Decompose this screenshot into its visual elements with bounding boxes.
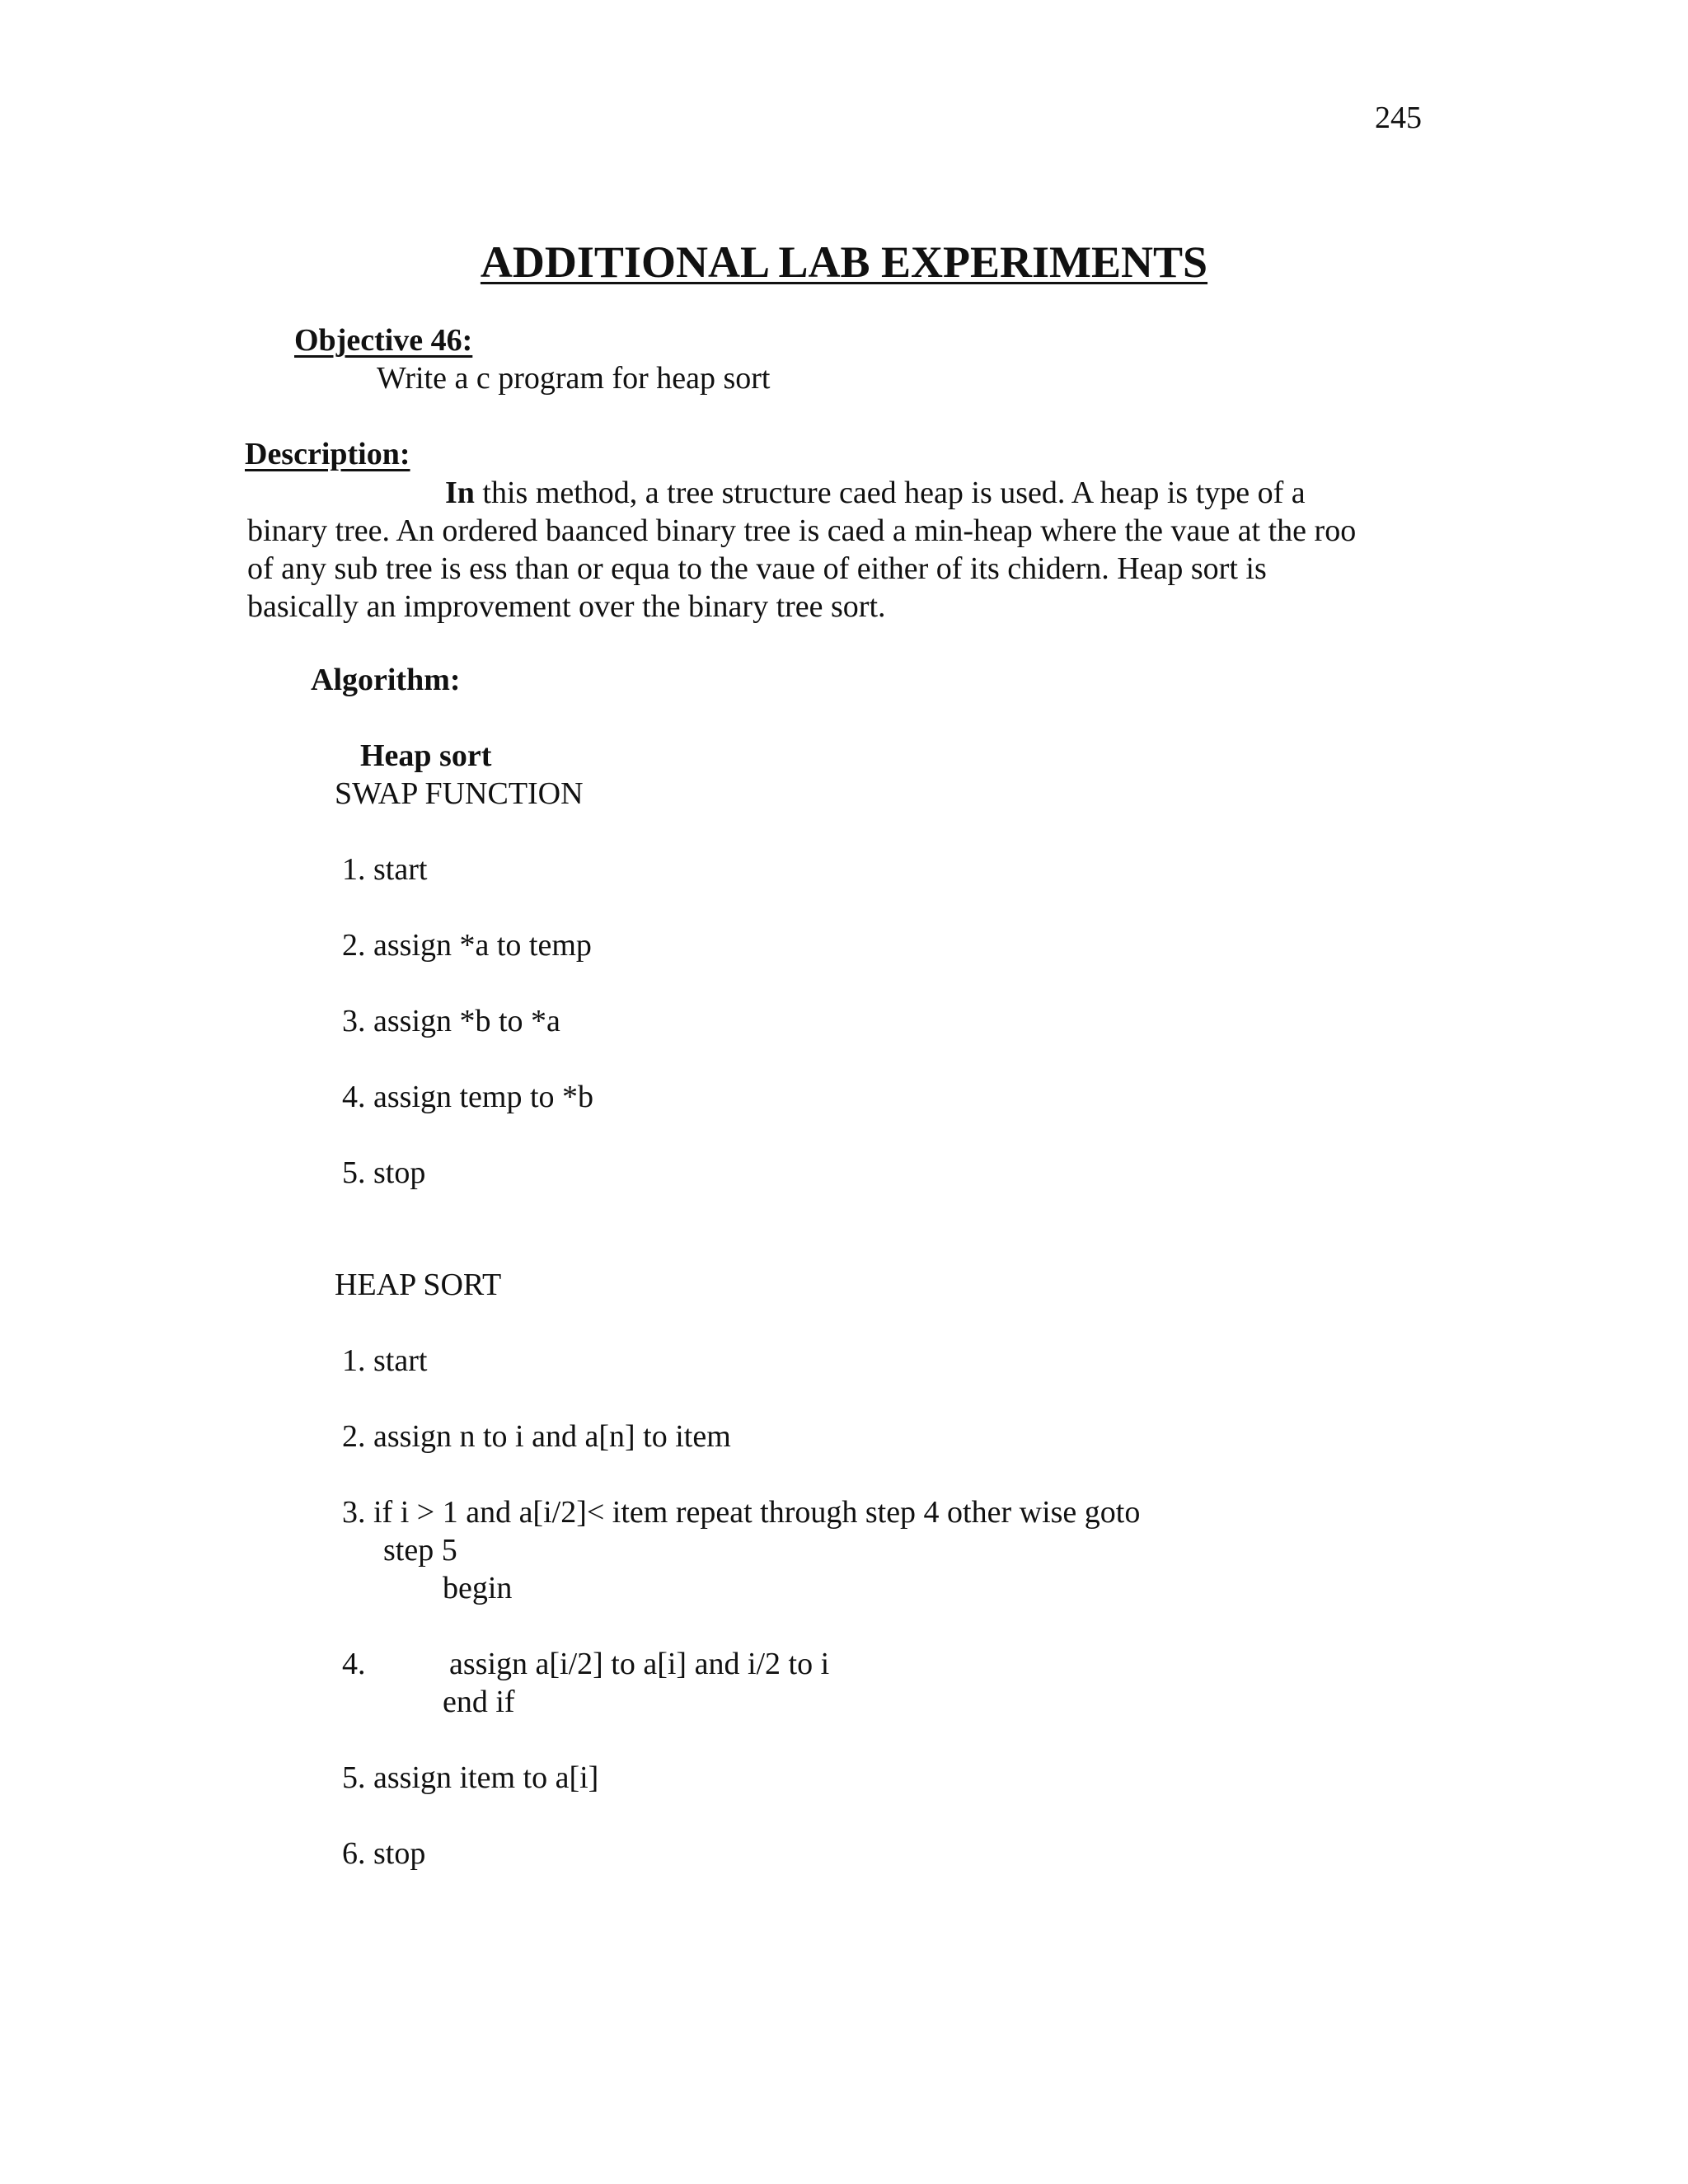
swap-step: 2. assign *a to temp: [342, 928, 592, 963]
page-number: 245: [1375, 101, 1422, 135]
heap-step-number: 4.: [342, 1647, 366, 1681]
heap-step: assign a[i/2] to a[i] and i/2 to i: [449, 1647, 830, 1681]
heap-end-if: end if: [443, 1685, 515, 1719]
objective-text: Write a c program for heap sort: [377, 361, 771, 396]
heap-step: 1. start: [342, 1343, 428, 1378]
description-paragraph: [247, 474, 1434, 626]
description-line: In this method, a tree structure caed heap is used. A heap is type of a: [445, 476, 1306, 510]
heap-step: 2. assign n to i and a[n] to item: [342, 1419, 731, 1454]
heap-step: 5. assign item to a[i]: [342, 1760, 599, 1795]
swap-step: 4. assign temp to *b: [342, 1080, 594, 1114]
objective-label: Objective 46:: [294, 323, 473, 358]
page-title: ADDITIONAL LAB EXPERIMENTS: [480, 237, 1208, 287]
description-lead: In: [445, 476, 475, 510]
description-line: of any sub tree is ess than or equa to the vaue of either of its chidern. Heap sort is: [247, 551, 1267, 586]
swap-step: 5. stop: [342, 1155, 426, 1190]
algorithm-subtitle: Heap sort: [360, 738, 492, 773]
heap-step: 6. stop: [342, 1836, 426, 1871]
heap-begin: begin: [443, 1571, 513, 1605]
description-line: binary tree. An ordered baanced binary tree is caed a min-heap where the vaue at the roo: [247, 513, 1357, 548]
description-label: Description:: [245, 437, 410, 471]
swap-step: 3. assign *b to *a: [342, 1004, 560, 1038]
swap-step: 1. start: [342, 852, 428, 887]
heap-heading: HEAP SORT: [335, 1268, 502, 1302]
heap-step-continuation: step 5: [383, 1533, 457, 1568]
swap-heading: SWAP FUNCTION: [335, 776, 584, 811]
algorithm-label: Algorithm:: [311, 663, 461, 697]
heap-step: 3. if i > 1 and a[i/2]< item repeat through step 4 other wise goto: [342, 1495, 1141, 1530]
description-line: basically an improvement over the binary tree sort.: [247, 589, 886, 624]
